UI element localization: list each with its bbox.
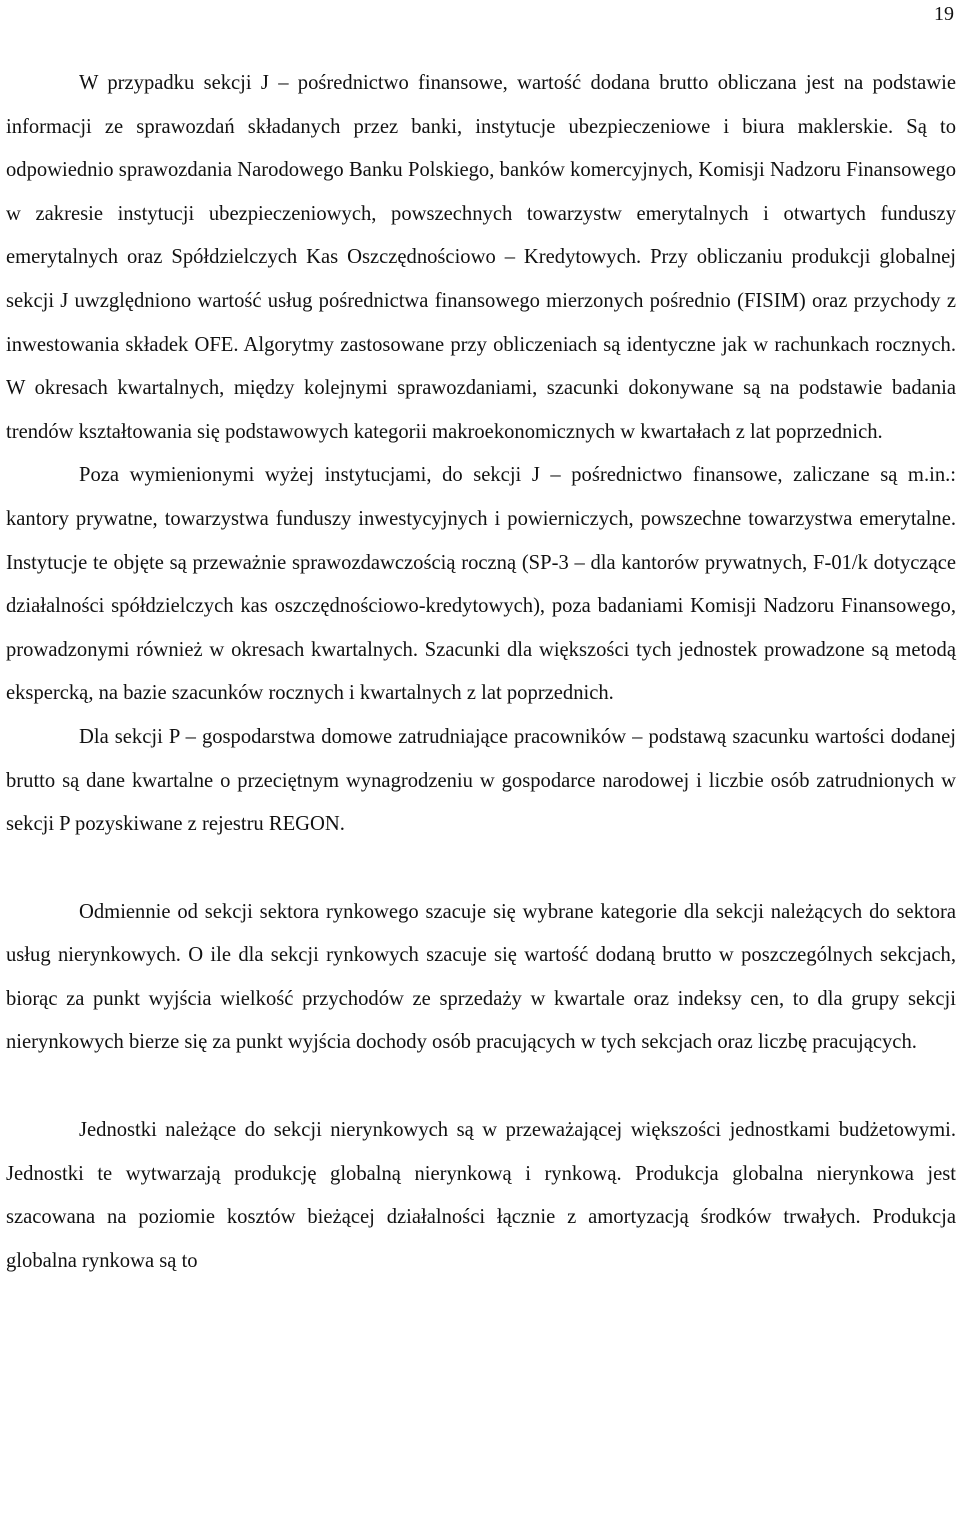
paragraph-other-institutions: Poza wymienionymi wyżej instytucjami, do sekcji J – pośrednictwo finansowe, zaliczane są m.in.: kantory prywatne, towarzystwa funduszy inwestycyjnych i powierniczych, powszechne towarzystwa emerytalne. Instytucje te objęte są przeważnie sprawozdawczością roczną (SP-3 – dla kantorów prywatnych, F-01/k dotyczące działalności spółdzielczych kas oszczędnościowo-kredytowych), poza badaniami Komisji Nadzoru Finansowego, prowadzonymi również w okresach kwartalnych. Szacunki dla większości tych jednostek prowadzone są metodą ekspercką, na bazie szacunków rocznych i kwartalnych z lat poprzednich.: [6, 464, 956, 705]
paragraph-non-market-sections: Odmiennie od sekcji sektora rynkowego szacuje się wybrane kategorie dla sekcji należących do sektora usług nierynkowych. O ile dla sekcji rynkowych szacuje się wartość dodaną brutto w poszczególnych sekcjach, biorąc za punkt wyjścia wielkość przychodów ze sprzedaży w kwartale oraz indeksy cen, to dla grupy sekcji nierynkowych bierze się za punkt wyjścia dochody osób pracujących w tych sekcjach oraz liczbę pracujących.: [6, 900, 956, 1054]
page-number: 19: [934, 3, 954, 25]
paragraph-section-j: W przypadku sekcji J – pośrednictwo finansowe, wartość dodana brutto obliczana jest na podstawie informacji ze sprawozdań składanych przez banki, instytucje ubezpieczeniowe i biura maklerskie. Są to odpowiednio sprawozdania Narodowego Banku Polskiego, banków komercyjnych, Komisji Nadzoru Finansowego w zakresie instytucji ubezpieczeniowych, powszechnych towarzystw emerytalnych i otwartych funduszy emerytalnych oraz Spółdzielczych Kas Oszczędnościowo – Kredytowych. Przy obliczaniu produkcji globalnej sekcji J uwzględniono wartość usług pośrednictwa finansowego mierzonych pośrednio (FISIM) oraz przychody z inwestowania składek OFE. Algorytmy zastosowane przy obliczeniach są identyczne jak w rachunkach rocznych. W okresach kwartalnych, między kolejnymi sprawozdaniami, szacunki dokonywane są na podstawie badania trendów kształtowania się podstawowych kategorii makroekonomicznych w kwartałach z lat poprzednich.: [6, 72, 956, 443]
paragraph-section-p: Dla sekcji P – gospodarstwa domowe zatrudniające pracowników – podstawą szacunku wartości dodanej brutto są dane kwartalne o przeciętnym wynagrodzeniu w gospodarce narodowej i liczbie osób zatrudnionych w sekcji P pozyskiwane z rejestru REGON.: [6, 725, 956, 836]
paragraph-gap: [6, 847, 956, 891]
paragraph-budget-units: Jednostki należące do sekcji nierynkowych są w przeważającej większości jednostkami budżetowymi. Jednostki te wytwarzają produkcję globalną nierynkową i rynkową. Produkcja globalna nierynkowa jest szacowana na poziomie kosztów bieżącej działalności łącznie z amortyzacją środków trwałych. Produkcja globalna rynkowa są to: [6, 1119, 956, 1272]
document-body: [6, 62, 956, 1283]
paragraph-gap: [6, 1065, 956, 1109]
